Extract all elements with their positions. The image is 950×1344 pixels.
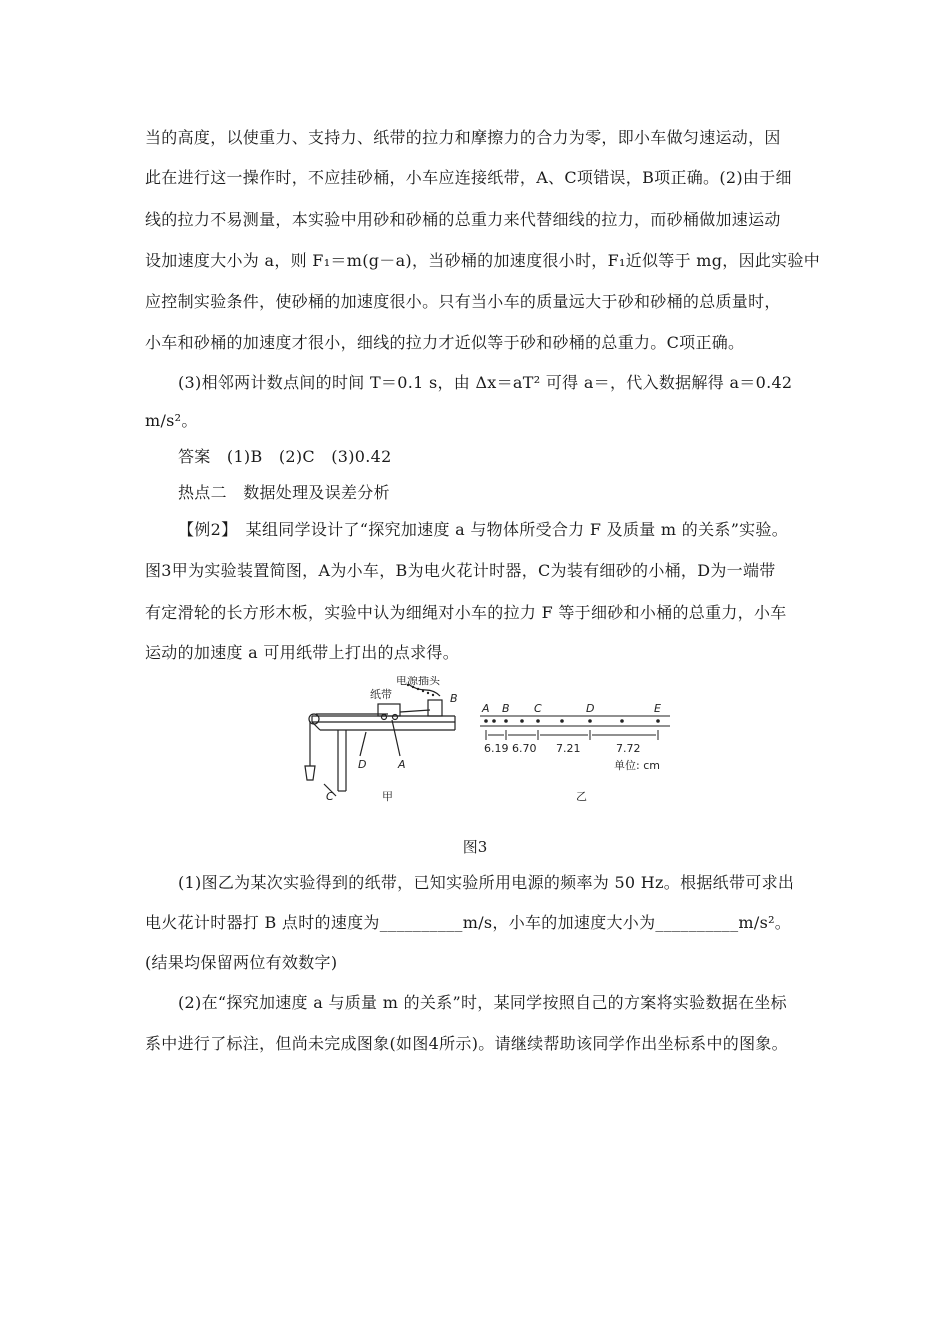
- tape-distance: 7.72: [616, 742, 641, 755]
- tape-distance: 6.19: [484, 742, 509, 755]
- question-line: (结果均保留两位有效数字): [145, 953, 338, 972]
- question-line: 电火花计时器打 B 点时的速度为__________m/s，小车的加速度大小为__________m/s²。: [145, 913, 792, 932]
- label-B: B: [450, 692, 458, 705]
- paragraph-line: 当的高度，以使重力、支持力、纸带的拉力和摩擦力的合力为零，即小车做匀速运动，因: [145, 128, 781, 147]
- caption-yi: 乙: [576, 790, 587, 803]
- answer-line: 答案 (1)B (2)C (3)0.42: [178, 447, 392, 466]
- paragraph-line: 图3甲为实验装置简图，A为小车，B为电火花计时器，C为装有细砂的小桶，D为一端带: [145, 561, 776, 580]
- paragraph-line: (3)相邻两计数点间的时间 T＝0.1 s，由 Δx＝aT² 可得 a＝，代入数据解得 a＝0.42: [178, 373, 793, 392]
- tape-point-D: D: [586, 702, 595, 715]
- figure-caption: 图3: [462, 838, 488, 856]
- tape-point-A: A: [482, 702, 490, 715]
- paragraph-line: 运动的加速度 a 可用纸带上打出的点求得。: [145, 643, 460, 662]
- tape-point-B: B: [502, 702, 510, 715]
- label-tape: 纸带: [370, 688, 392, 701]
- tape-point-E: E: [654, 702, 661, 715]
- tape-unit: 单位: cm: [614, 759, 660, 772]
- label-power-plug: 电源插头: [396, 676, 440, 687]
- paragraph-line: 此在进行这一操作时，不应挂砂桶，小车应连接纸带，A、C项错误，B项正确。(2)由于细: [145, 168, 792, 187]
- paragraph-line: 线的拉力不易测量，本实验中用砂和砂桶的总重力来代替细线的拉力，而砂桶做加速运动: [145, 210, 781, 229]
- question-line: (2)在“探究加速度 a 与质量 m 的关系”时，某同学按照自己的方案将实验数据在坐标: [178, 993, 787, 1012]
- label-A: A: [398, 758, 406, 771]
- section-heading: 热点二 数据处理及误差分析: [178, 483, 390, 502]
- question-line: (1)图乙为某次实验得到的纸带，已知实验所用电源的频率为 50 Hz。根据纸带可求出: [178, 873, 795, 892]
- paragraph-line: m/s²。: [145, 411, 198, 430]
- figure-3: [300, 676, 680, 816]
- figure-3-drawing: [300, 676, 680, 816]
- paragraph-line: 应控制实验条件，使砂桶的加速度很小。只有当小车的质量远大于砂和砂桶的总质量时，: [145, 292, 781, 311]
- label-C: C: [326, 790, 334, 803]
- paragraph-line: 小车和砂桶的加速度才很小，细线的拉力才近似等于砂和砂桶的总重力。C项正确。: [145, 333, 745, 352]
- example-heading: 【例2】 某组同学设计了“探究加速度 a 与物体所受合力 F 及质量 m 的关系”实验。: [178, 520, 789, 539]
- paragraph-line: 有定滑轮的长方形木板，实验中认为细绳对小车的拉力 F 等于细砂和小桶的总重力，小车: [145, 603, 787, 622]
- tape-distance: 6.70: [512, 742, 537, 755]
- tape-distance: 7.21: [556, 742, 581, 755]
- question-line: 系中进行了标注，但尚未完成图象(如图4所示)。请继续帮助该同学作出坐标系中的图象。: [145, 1034, 788, 1053]
- caption-jia: 甲: [382, 790, 393, 803]
- tape-point-C: C: [534, 702, 542, 715]
- label-D: D: [358, 758, 367, 771]
- paragraph-line: 设加速度大小为 a，则 F₁＝m(g－a)，当砂桶的加速度很小时，F₁近似等于 mg，因此实验中: [145, 251, 821, 270]
